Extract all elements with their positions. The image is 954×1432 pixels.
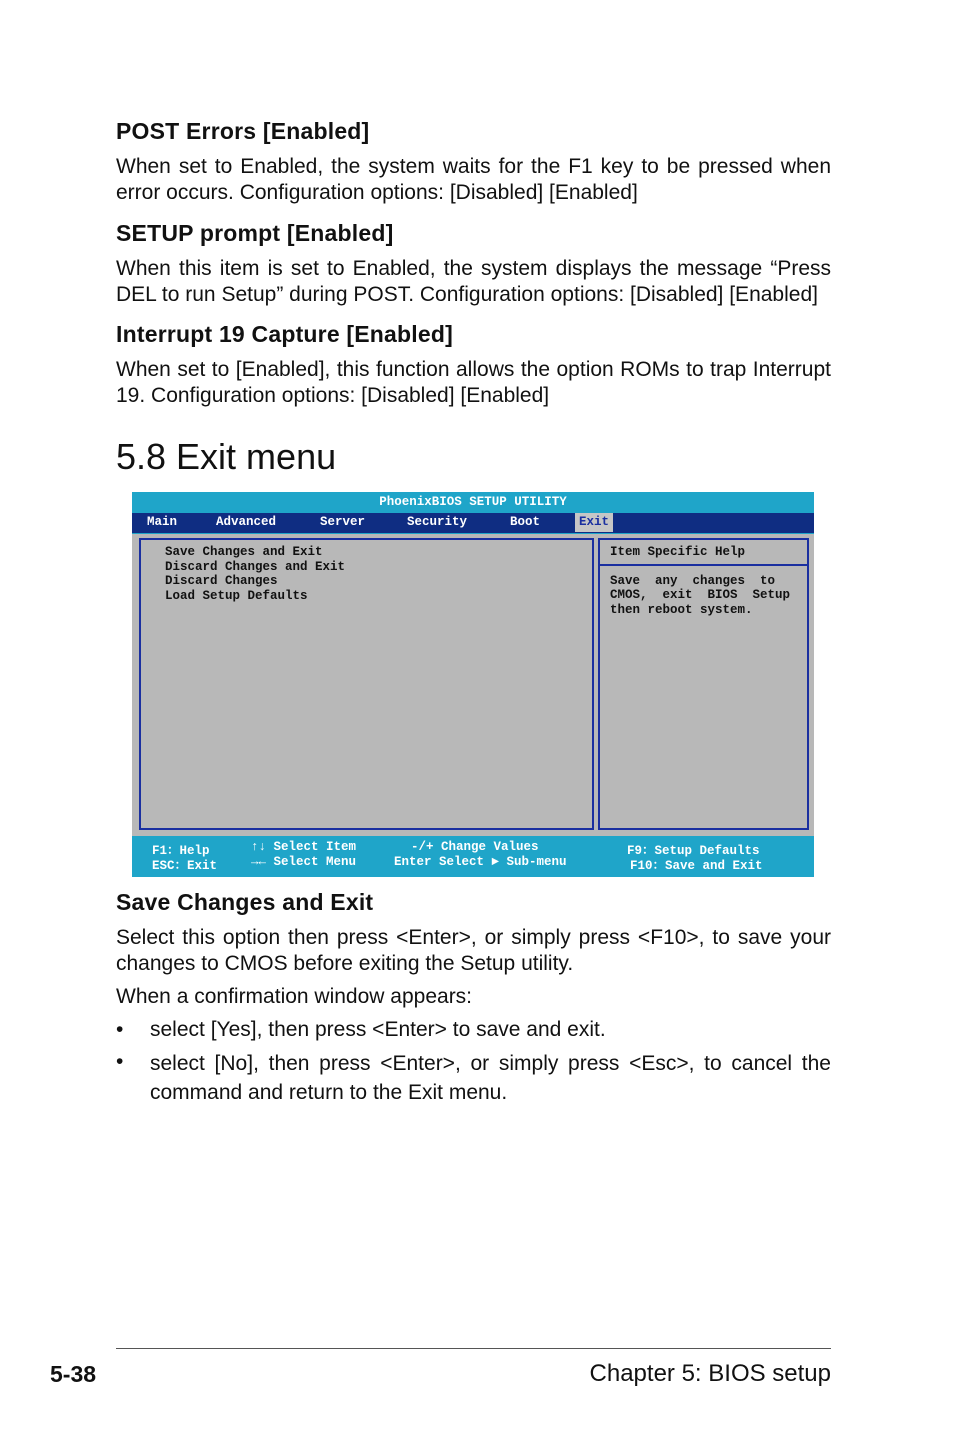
bios-help-line: Save any changes to — [610, 574, 776, 588]
bios-title: PhoenixBIOS SETUP UTILITY — [379, 495, 567, 509]
confirm-text: When a confirmation window appears: — [116, 985, 473, 1008]
page-number: 5-38 — [50, 1361, 97, 1387]
bullet-no: select [No], then press <Enter>, or simply press <Esc>, to cancel the command and return to the Exit menu. — [150, 1052, 831, 1104]
bios-tab-boot[interactable]: Boot — [510, 515, 541, 529]
bios-key-f1: F1：Help — [152, 844, 210, 858]
bios-help-line: CMOS, exit BIOS Setup — [610, 588, 791, 602]
save-changes-text: Select this option then press <Enter>, or simply press <F10>, to save your changes to CMOS before exiting the Setup utility. — [116, 926, 831, 975]
bullet-yes: select [Yes], then press <Enter> to save and exit. — [150, 1018, 606, 1041]
bios-key-updown: ↑↓ Select Item — [251, 840, 357, 854]
bios-tab-advanced[interactable]: Advanced — [216, 515, 277, 529]
bios-option-load-defaults[interactable]: Load Setup Defaults — [165, 589, 308, 603]
post-errors-heading: POST Errors [Enabled] — [116, 118, 370, 144]
bios-tab-server[interactable]: Server — [320, 515, 366, 529]
bios-menu-bar — [132, 513, 814, 533]
bios-help-line: then reboot system. — [610, 603, 753, 617]
bios-tab-exit[interactable]: Exit — [575, 513, 613, 532]
bios-key-f9: F9：Setup Defaults — [627, 844, 760, 858]
post-errors-text: When set to Enabled, the system waits for the F1 key to be pressed when error occurs. Configuration options: [Disabled] [Enabled] — [116, 155, 831, 204]
bios-body — [132, 534, 814, 836]
bios-help-header — [600, 540, 807, 566]
setup-prompt-text: When this item is set to Enabled, the system displays the message “Press DEL to run Setup” during POST. Configuration options: [Disabled] [Enabled] — [116, 257, 831, 306]
bios-key-leftright: →← Select Menu — [251, 855, 357, 869]
bios-option-discard[interactable]: Discard Changes — [165, 574, 278, 588]
bios-screen — [132, 492, 814, 877]
bios-key-enter: Enter Select ► Sub-menu — [394, 855, 567, 869]
bios-help-panel — [598, 538, 809, 830]
bios-help-title: Item Specific Help — [610, 545, 746, 559]
chapter-title: Chapter 5: BIOS setup — [589, 1360, 831, 1387]
interrupt19-text: When set to [Enabled], this function allows the option ROMs to trap Interrupt 19. Configuration options: [Disabled] [Enabled] — [116, 358, 831, 407]
bios-key-legend — [132, 836, 814, 877]
page-title: 5.8 Exit menu — [116, 436, 337, 477]
bios-key-esc: ESC：Exit — [152, 859, 218, 873]
bios-options-panel — [139, 538, 594, 830]
bios-key-f10: F10：Save and Exit — [630, 859, 763, 873]
bios-option-discard-exit[interactable]: Discard Changes and Exit — [165, 560, 346, 574]
save-changes-heading: Save Changes and Exit — [116, 889, 374, 915]
setup-prompt-heading: SETUP prompt [Enabled] — [116, 220, 394, 246]
bios-key-change: -/+ Change Values — [411, 840, 539, 854]
bios-tab-security[interactable]: Security — [407, 515, 468, 529]
bios-tab-main[interactable]: Main — [147, 515, 178, 529]
bullet-icon: • — [116, 1018, 124, 1041]
bios-option-save-exit[interactable]: Save Changes and Exit — [165, 545, 323, 559]
interrupt19-heading: Interrupt 19 Capture [Enabled] — [116, 321, 453, 347]
footer-divider — [116, 1348, 831, 1349]
bullet-icon: • — [116, 1050, 124, 1073]
